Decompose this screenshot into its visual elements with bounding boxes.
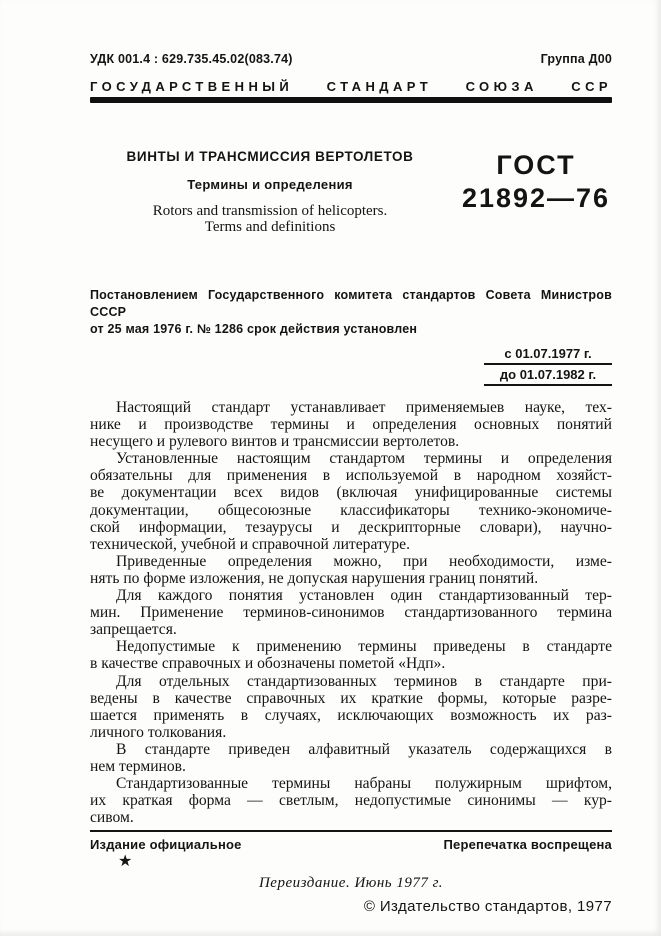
reissue-note: Переиздание. Июнь 1977 г. <box>258 875 444 892</box>
body-line: Стандартизованные термины набраны полужирным шрифтом, <box>116 775 612 793</box>
footer-rule <box>90 830 612 832</box>
body-line: нять по форме изложения, не допуская нарушения границ понятий. <box>90 569 539 587</box>
header-word: СОЮЗА <box>465 79 538 94</box>
body-line: обязательны для применения в используемой в народном хозяйст- <box>90 467 612 485</box>
body-line: их краткая форма — светлым, недопустимые синонимы — кур- <box>90 792 612 810</box>
standard-title-en-line1: Rotors and transmission of helicopters. <box>152 203 388 219</box>
decree-line: Постановлением Государственного комитета стандартов Совета Министров СССР <box>90 288 612 319</box>
body-line: нике и производстве термины и определения основных понятий <box>90 416 612 434</box>
body-line: Приведенные определения можно, при необходимости, изме- <box>116 552 612 570</box>
body-line: запрещается. <box>90 621 177 639</box>
header-rule <box>90 97 612 103</box>
valid-from-date: с 01.07.1977 г. <box>484 346 612 365</box>
decree-statement <box>90 287 612 338</box>
body-text <box>90 399 612 826</box>
standard-title-en <box>90 203 450 235</box>
body-line: ской информации, тезаурусы и дескрипторные словари), научно- <box>90 518 612 536</box>
star-icon: ★ <box>118 853 133 871</box>
body-line: личного толкования. <box>90 723 227 741</box>
valid-from-row <box>90 345 612 365</box>
title-column <box>90 149 450 235</box>
body-line: сивом. <box>90 809 134 827</box>
body-line: шается применять в случаях, исключающих возможность их раз- <box>90 706 612 724</box>
body-line: Недопустимые к применению термины приведены в стандарте <box>116 638 612 656</box>
body-line: нем терминов. <box>90 757 186 775</box>
body-line: ве документации всех видов (включая унифицированные системы <box>90 484 612 502</box>
body-line: Для отдельных стандартизованных терминов в стандарте при- <box>116 672 612 690</box>
gost-label: ГОСТ <box>496 150 576 180</box>
body-line: Установленные настоящим стандартом термины и определения <box>116 450 612 468</box>
body-line: мин. Применение терминов-синонимов стандартизованного термина <box>90 604 612 622</box>
top-classification-row <box>90 52 612 66</box>
reprint-forbidden-label: Перепечатка воспрещена <box>443 837 612 853</box>
body-line: несущего и рулевого винтов и трансмиссии вертолетов. <box>90 433 460 451</box>
body-line: Настоящий стандарт устанавливает применяемыев науке, тех- <box>116 399 612 416</box>
body-line: документации, общесоюзные классификаторы технико-экономиче- <box>90 501 612 519</box>
gost-designation <box>460 149 612 235</box>
valid-to-date: до 01.07.1982 г. <box>484 367 612 386</box>
gost-number: 21892—76 <box>461 183 611 213</box>
body-line: ведены в качестве справочных их краткие формы, которые разре- <box>90 689 612 707</box>
title-block <box>90 149 612 235</box>
body-line: технической, учебной и справочной литературе. <box>90 535 410 553</box>
standard-title-ru: ВИНТЫ И ТРАНСМИССИЯ ВЕРТОЛЕТОВ <box>126 149 414 164</box>
group-code: Группа Д00 <box>540 52 612 66</box>
copyright-line: © Издательство стандартов, 1977 <box>363 898 612 916</box>
body-line: Для каждого понятия установлен один стандартизованный тер- <box>116 587 612 605</box>
standard-subtitle-ru: Термины и определения <box>187 177 353 192</box>
state-standard-header <box>90 79 612 94</box>
decree-line: от 25 мая 1976 г. № 1286 срок действия установлен <box>90 322 418 336</box>
footer-row <box>90 837 612 852</box>
body-line: в качестве справочных и обозначены пометой «Ндп». <box>90 655 446 673</box>
body-line: В стандарте приведен алфавитный указатель содержащихся в <box>116 740 612 758</box>
header-word: ССР <box>571 79 612 94</box>
validity-dates <box>90 345 612 386</box>
standard-title-en-line2: Terms and definitions <box>204 219 336 235</box>
header-word: ГОСУДАРСТВЕННЫЙ <box>90 79 294 94</box>
official-edition-label: Издание официальное <box>90 837 242 853</box>
header-word: СТАНДАРТ <box>326 79 433 94</box>
udk-code: УДК 001.4 : 629.735.45.02(083.74) <box>90 52 293 66</box>
valid-to-row <box>90 366 612 386</box>
